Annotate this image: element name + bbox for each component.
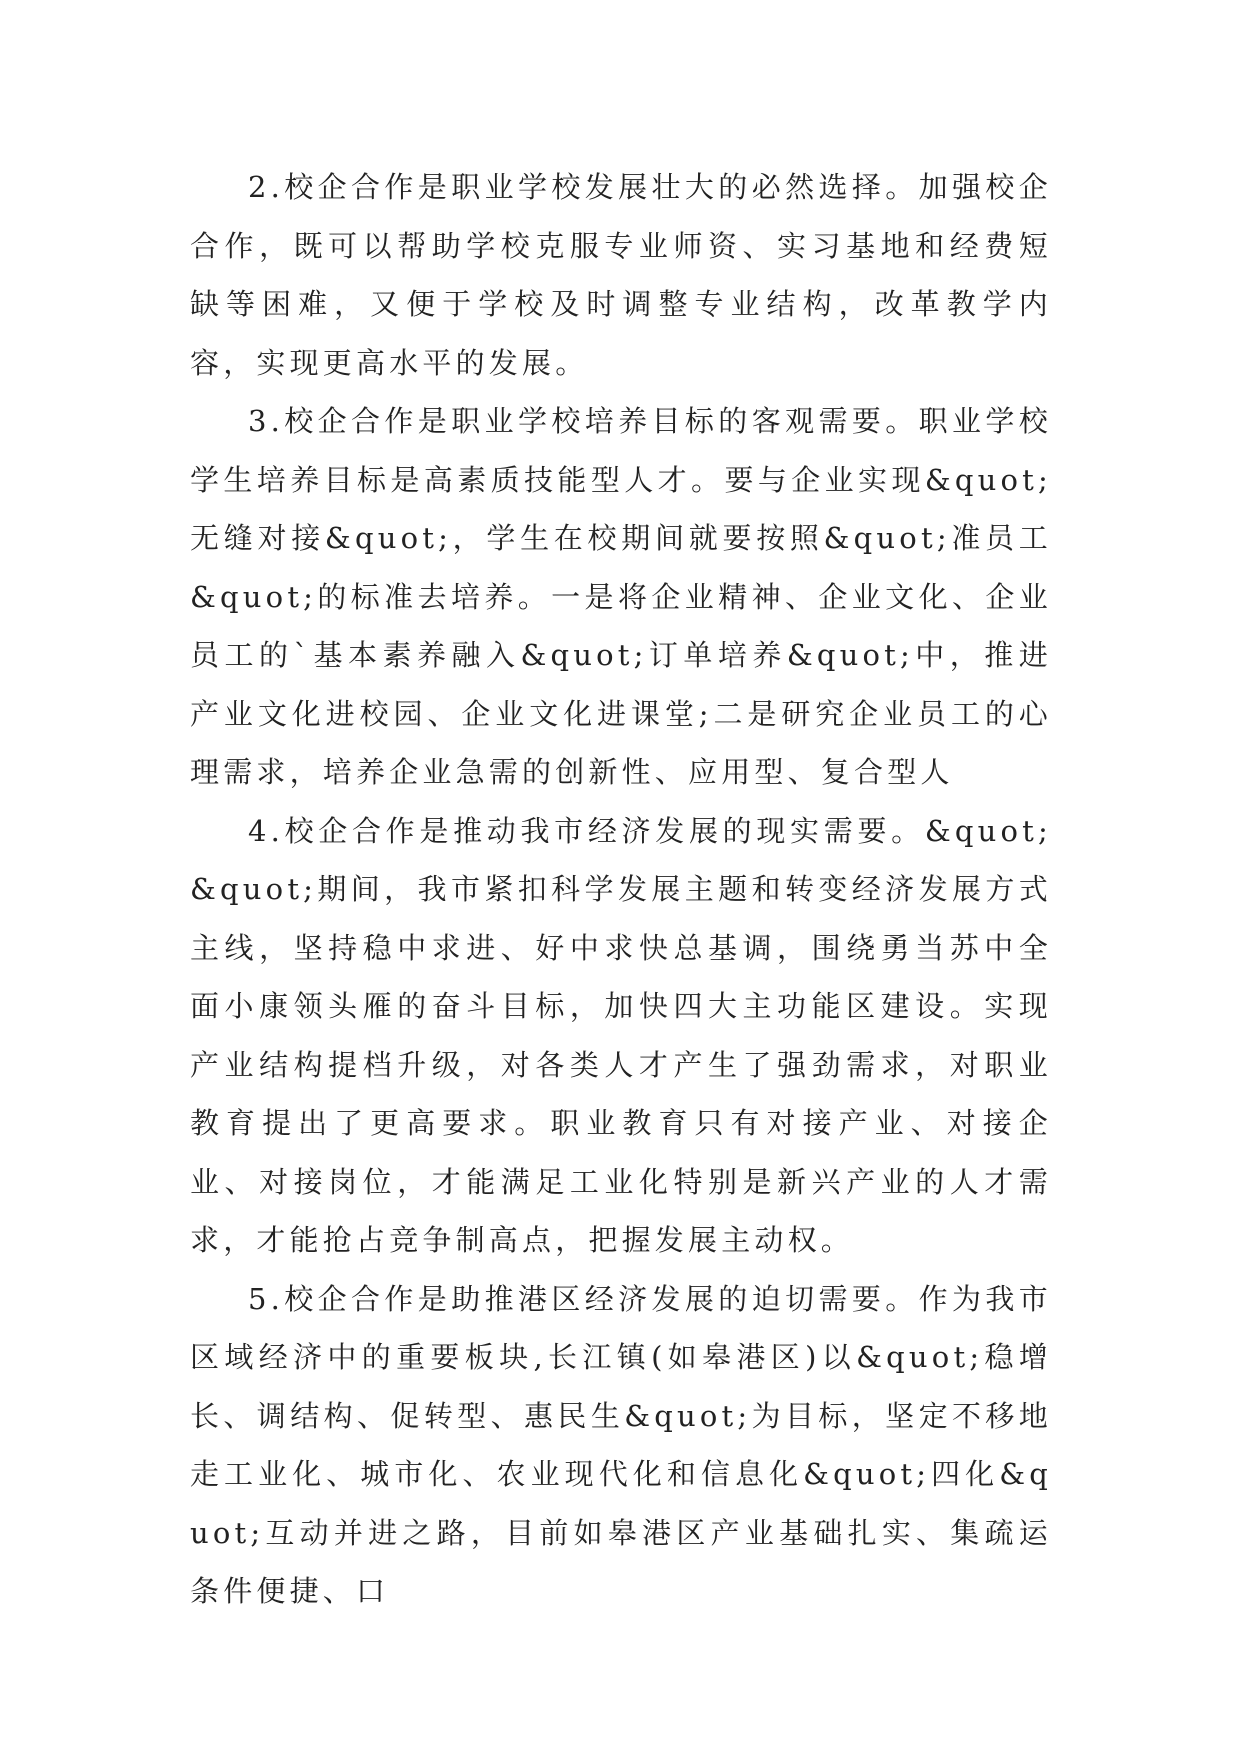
paragraph-2: 2.校企合作是职业学校发展壮大的必然选择。加强校企合作，既可以帮助学校克服专业师资、实习基地和经费短缺等困难，又便于学校及时调整专业结构，改革教学内容，实现更高水平的发展。: [190, 170, 1052, 380]
paragraph-3: 3.校企合作是职业学校培养目标的客观需要。职业学校学生培养目标是高素质技能型人才。要与企业实现&quot;无缝对接&quot;，学生在校期间就要按照&quot;准员工&quot;的标准去培养。一是将企业精神、企业文化、企业员工的`基本素养融入&quot;订单培养&quot;中，推进产业文化进校园、企业文化进课堂;二是研究企业员工的心理需求，培养企业急需的创新性、应用型、复合型人: [190, 404, 1052, 789]
document-body: [190, 158, 1052, 1621]
paragraph-4: 4.校企合作是推动我市经济发展的现实需要。&quot;&quot;期间，我市紧扣科学发展主题和转变经济发展方式主线，坚持稳中求进、好中求快总基调，围绕勇当苏中全面小康领头雁的奋斗目标，加快四大主功能区建设。实现产业结构提档升级，对各类人才产生了强劲需求，对职业教育提出了更高要求。职业教育只有对接产业、对接企业、对接岗位，才能满足工业化特别是新兴产业的人才需求，才能抢占竞争制高点，把握发展主动权。: [190, 813, 1052, 1257]
paragraph-5: 5.校企合作是助推港区经济发展的迫切需要。作为我市区域经济中的重要板块,长江镇(如皋港区)以&quot;稳增长、调结构、促转型、惠民生&quot;为目标，坚定不移地走工业化、城市化、农业现代化和信息化&quot;四化&quot;互动并进之路，目前如皋港区产业基础扎实、集疏运条件便捷、口: [190, 1281, 1052, 1608]
